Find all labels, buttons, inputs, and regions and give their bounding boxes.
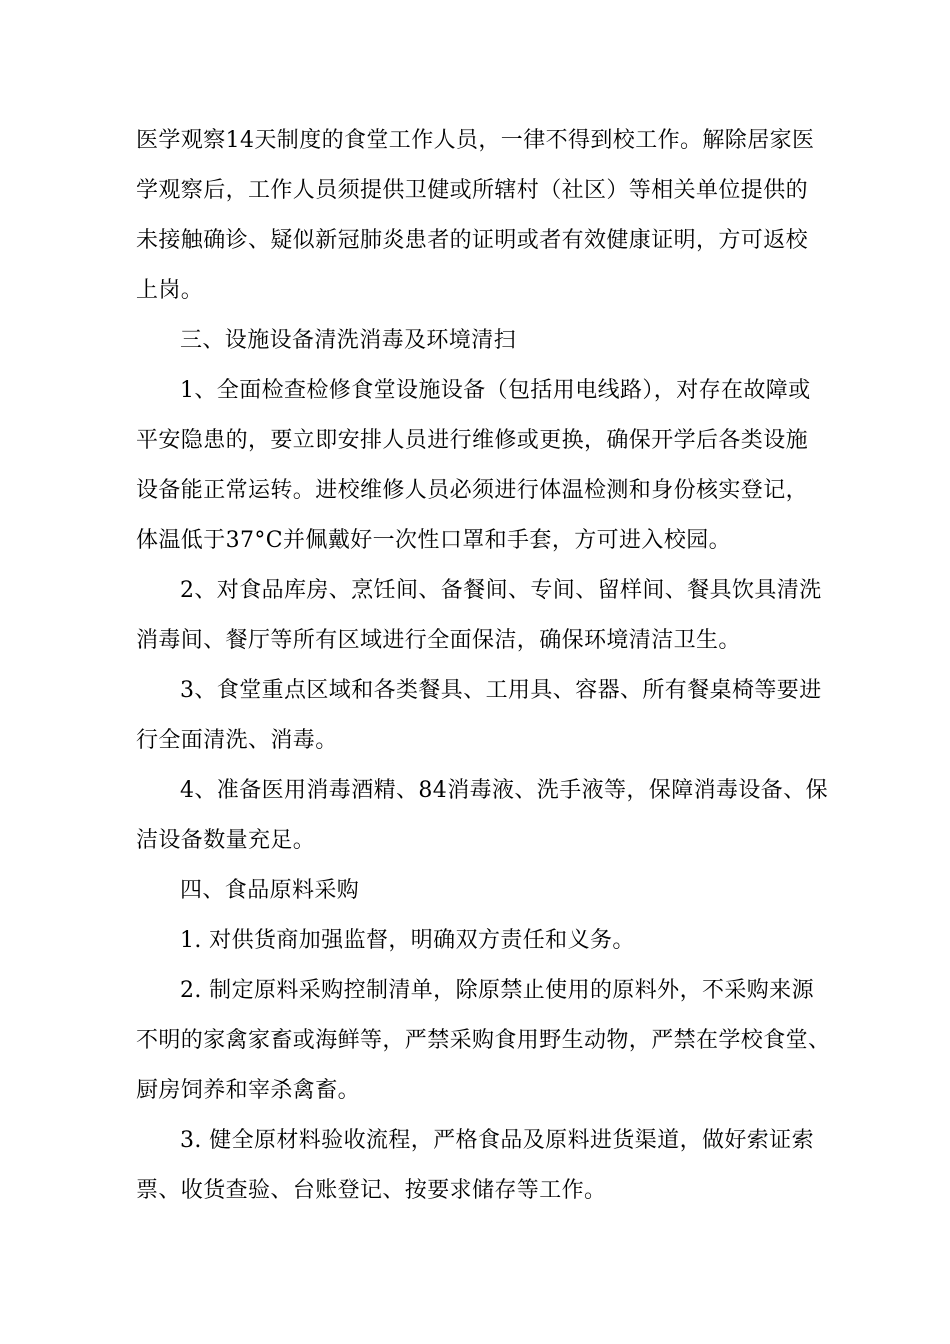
body-text-line: 不明的家禽家畜或海鲜等，严禁采购食用野生动物，严禁在学校食堂、 <box>136 1028 831 1053</box>
body-text-line: 体温低于37°C并佩戴好一次性口罩和手套，方可进入校园。 <box>136 528 732 553</box>
body-text-line: 医学观察14天制度的食堂工作人员，一律不得到校工作。解除居家医 <box>136 128 815 153</box>
section-heading: 四、食品原料采购 <box>180 878 360 903</box>
body-text-line: 设备能正常运转。进校维修人员必须进行体温检测和身份核实登记， <box>136 478 809 503</box>
body-text-line: 票、收货查验、台账登记、按要求储存等工作。 <box>136 1178 607 1203</box>
body-text-line: 平安隐患的，要立即安排人员进行维修或更换，确保开学后各类设施 <box>136 428 809 453</box>
body-text-line: 3、食堂重点区域和各类餐具、工用具、容器、所有餐桌椅等要进 <box>180 678 822 703</box>
body-text-line: 学观察后，工作人员须提供卫健或所辖村（社区）等相关单位提供的 <box>136 178 809 203</box>
body-text-line: 1. 对供货商加强监督，明确双方责任和义务。 <box>180 928 635 953</box>
body-text-line: 3. 健全原材料验收流程，严格食品及原料进货渠道，做好索证索 <box>180 1128 814 1153</box>
body-text-line: 2. 制定原料采购控制清单，除原禁止使用的原料外，不采购来源 <box>180 978 814 1003</box>
body-text-line: 厨房饲养和宰杀禽畜。 <box>136 1078 361 1103</box>
body-text-line: 未接触确诊、疑似新冠肺炎患者的证明或者有效健康证明，方可返校 <box>136 228 809 253</box>
body-text-line: 洁设备数量充足。 <box>136 828 316 853</box>
body-text-line: 4、准备医用消毒酒精、84消毒液、洗手液等，保障消毒设备、保 <box>180 778 828 803</box>
section-heading: 三、设施设备清洗消毒及环境清扫 <box>180 328 517 353</box>
body-text-line: 行全面清洗、消毒。 <box>136 728 338 753</box>
body-text-line: 2、对食品库房、烹饪间、备餐间、专间、留样间、餐具饮具清洗 <box>180 578 822 603</box>
body-text-line: 1、全面检查检修食堂设施设备（包括用电线路），对存在故障或 <box>180 378 811 403</box>
body-text-line: 消毒间、餐厅等所有区域进行全面保洁，确保环境清洁卫生。 <box>136 628 741 653</box>
body-text-line: 上岗。 <box>136 278 204 303</box>
